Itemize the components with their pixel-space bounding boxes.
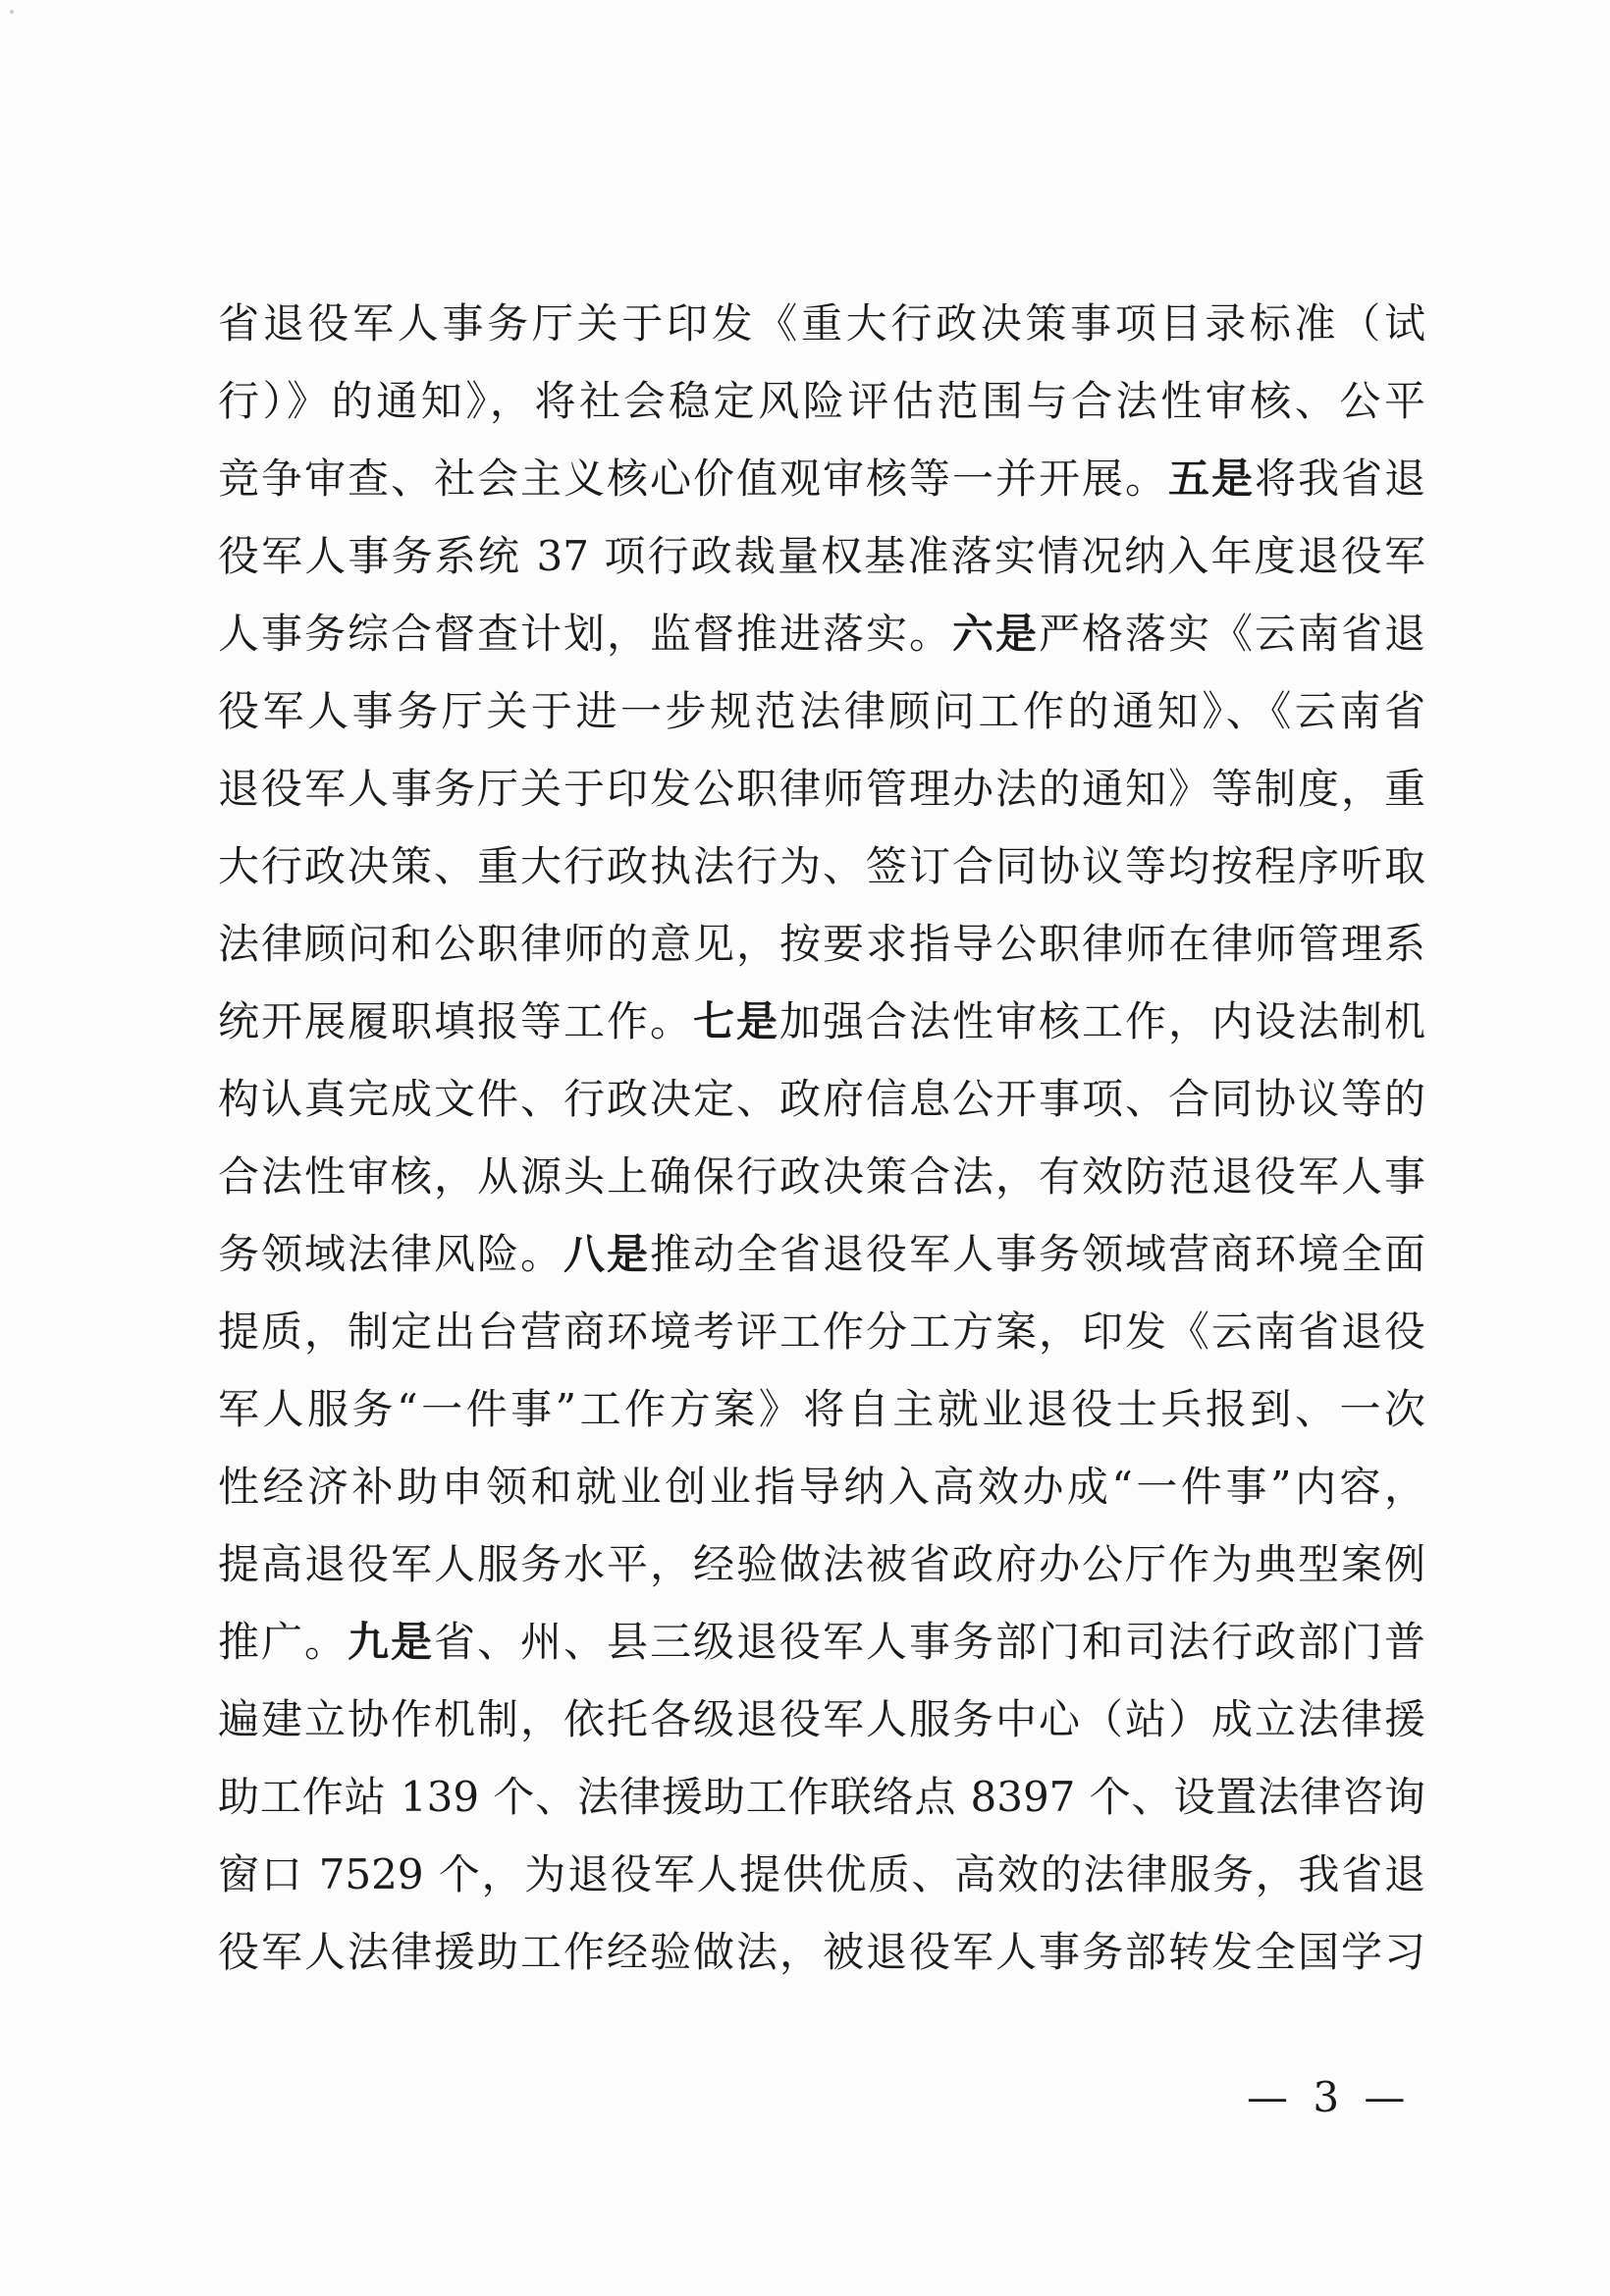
text-run: 省退役军人事务厅关于印发《重大行政决策事项目录标准（试 — [218, 299, 1425, 347]
text-line — [218, 595, 1425, 672]
bold-lead-phrase: 五是 — [1167, 454, 1255, 503]
text-line — [218, 517, 1425, 595]
text-run: 役军人事务系统 37 项行政裁量权基准落实情况纳入年度退役军 — [218, 532, 1425, 580]
text-run: 退役军人事务厅关于印发公职律师管理办法的通知》等制度，重 — [218, 765, 1425, 813]
text-run: 性经济补助申领和就业创业指导纳入高效办成“一件事”内容， — [218, 1463, 1425, 1511]
bold-lead-phrase: 六是 — [951, 610, 1039, 658]
text-run: 军人服务“一件事”工作方案》将自主就业退役士兵报到、一次 — [218, 1385, 1425, 1433]
text-run: 统开展履职填报等工作。 — [218, 997, 693, 1045]
text-run: 竞争审查、社会主义核心价值观审核等一并开展。 — [218, 454, 1168, 503]
text-line — [218, 1603, 1425, 1681]
text-run: 构认真完成文件、行政决定、政府信息公开事项、合同协议等的 — [218, 1075, 1425, 1123]
text-line — [218, 1525, 1425, 1603]
text-run: 省、州、县三级退役军人事务部门和司法行政部门普 — [434, 1618, 1425, 1666]
text-line — [218, 440, 1425, 517]
bold-lead-phrase: 八是 — [564, 1230, 650, 1278]
text-line — [218, 750, 1425, 828]
text-line — [218, 1448, 1425, 1525]
text-line — [218, 1370, 1425, 1448]
scan-speck — [10, 10, 14, 14]
text-line — [218, 1293, 1425, 1370]
text-line — [218, 1060, 1425, 1138]
text-run: 推广。 — [218, 1618, 348, 1666]
text-run: 役军人法律援助工作经验做法，被退役军人事务部转发全国学习 — [218, 1928, 1425, 1976]
text-run: 推动全省退役军人事务领域营商环境全面 — [650, 1230, 1425, 1278]
text-line — [218, 1215, 1425, 1293]
text-run: 提高退役军人服务水平，经验做法被省政府办公厅作为典型案例 — [218, 1540, 1425, 1588]
text-line — [218, 1836, 1425, 1913]
text-line — [218, 672, 1425, 750]
text-run: 行）》的通知》，将社会稳定风险评估范围与合法性审核、公平 — [218, 377, 1425, 425]
text-line — [218, 1758, 1425, 1836]
document-body — [218, 285, 1425, 1991]
text-line — [218, 828, 1425, 905]
text-run: 窗口 7529 个，为退役军人提供优质、高效的法律服务，我省退 — [218, 1850, 1425, 1898]
text-run: 将我省退 — [1254, 454, 1425, 503]
bold-lead-phrase: 七是 — [692, 997, 779, 1045]
text-line — [218, 1913, 1425, 1991]
text-run: 提质，制定出台营商环境考评工作分工方案，印发《云南省退役 — [218, 1308, 1425, 1356]
bold-lead-phrase: 九是 — [348, 1618, 434, 1666]
text-line — [218, 983, 1425, 1060]
text-line — [218, 1681, 1425, 1758]
text-run: 役军人事务厅关于进一步规范法律顾问工作的通知》、《云南省 — [218, 687, 1425, 735]
text-run: 人事务综合督查计划，监督推进落实。 — [218, 610, 952, 658]
text-line — [218, 362, 1425, 440]
text-run: 遍建立协作机制，依托各级退役军人服务中心（站）成立法律援 — [218, 1695, 1425, 1743]
text-run: 法律顾问和公职律师的意见，按要求指导公职律师在律师管理系 — [218, 920, 1425, 968]
text-line — [218, 905, 1425, 983]
text-run: 加强合法性审核工作，内设法制机 — [778, 997, 1425, 1045]
text-line — [218, 1138, 1425, 1215]
text-run: 合法性审核，从源头上确保行政决策合法，有效防范退役军人事 — [218, 1152, 1425, 1201]
text-run: 严格落实《云南省退 — [1038, 610, 1425, 658]
text-run: 大行政决策、重大行政执法行为、签订合同协议等均按程序听取 — [218, 842, 1425, 890]
text-line — [218, 285, 1425, 362]
page-number: — 3 — — [1247, 2073, 1412, 2121]
text-run: 务领域法律风险。 — [218, 1230, 564, 1278]
text-run: 助工作站 139 个、法律援助工作联络点 8397 个、设置法律咨询 — [218, 1773, 1425, 1821]
